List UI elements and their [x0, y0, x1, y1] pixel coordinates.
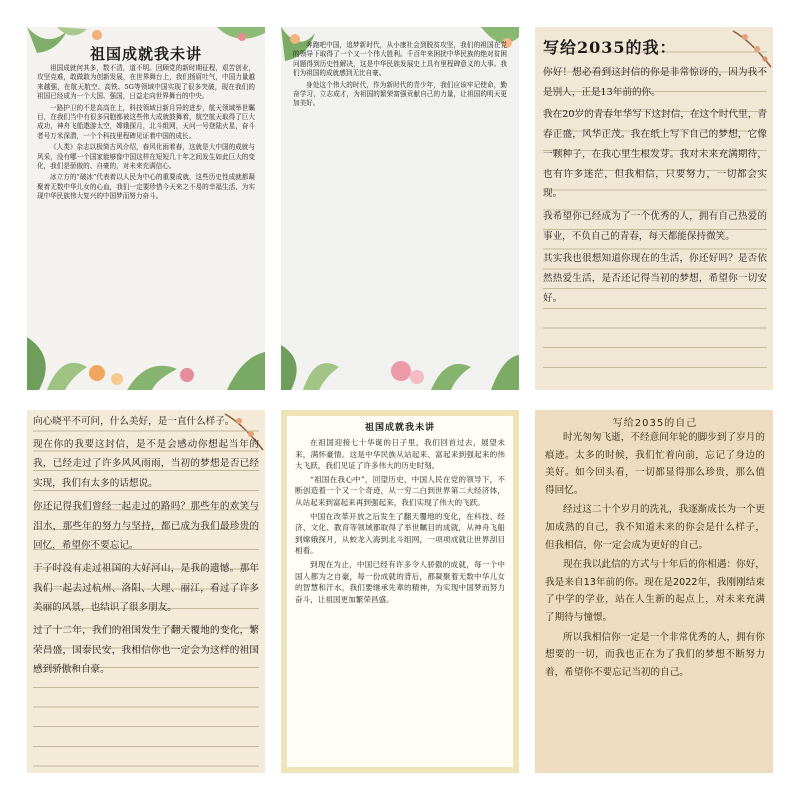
page-2-body [293, 41, 507, 111]
paragraph: 冰立方的“破冰”代表着以人民为中心的重要成就，这些历史性成就都凝聚着无数中华儿女的心血，我们一定要珍惜今天来之不易的幸福生活，为实现中华民族伟大复兴的中国梦而努力奋斗。 [37, 173, 255, 201]
paragraph: 《人类》杂志以极简古风介绍，春风化雨着春，这就是大中国的成就与风采，没有哪一个国家能够像中国这样在短短几十年之间发生如此巨大的变化，我们是骄傲的、自豪的，对未来充满信心。 [37, 143, 255, 171]
page-title: 祖国成就我未讲 [364, 423, 435, 433]
paragraph: 你还记得我们曾经一起走过的路吗？那些年的欢笑与泪水，那些年的努力与坚持，都已成为我们最珍贵的回忆，希望你不要忘记。 [33, 500, 259, 552]
page-title: 写给2035的我： [543, 38, 677, 57]
paragraph: 于子时没有走过祖国的大好河山，是我的遗憾。那年我们一起去过杭州、洛阳、大理、丽江，看过了许多美丽的风景，也结识了很多朋友。 [33, 562, 259, 614]
paragraph: 中国在改革开放之后发生了翻天覆地的变化，在科技、经济、文化、教育等领域都取得了举世瞩目的成就，从神舟飞船到嫦娥探月，从蛟龙入海到北斗组网，一项项成就让世界刮目相看。 [295, 511, 505, 556]
document-page-6 [535, 410, 773, 773]
page-title: 祖国成就我未讲 [89, 45, 202, 63]
page-6-body [545, 414, 765, 683]
paragraph: 过了十二年，我们的祖国发生了翻天覆地的变化，繁荣昌盛，国泰民安，我相信你也一定会为这样的祖国感到骄傲和自豪。 [33, 625, 259, 676]
paragraph: 奔跑吧中国，追梦新时代，从小康社会到脱贫攻坚，我们的祖国在党的领导下取得了一个又一个伟大胜利。千百年来困扰中华民族的绝对贫困问题得到历史性解决，这是中华民族发展史上具有里程碑意义的大事。我们为祖国的成就感到无比自豪。 [293, 41, 507, 78]
paragraph: 其实我也很想知道你现在的生活，你还好吗？是否依然热爱生活，是否还记得当初的梦想，希望你一切安好。 [543, 253, 767, 304]
page-4-body [33, 412, 259, 768]
document-page-4 [27, 410, 265, 773]
paragraph: 祖国成就何其多，数不清，道不明。回顾党的新时期征程，艰苦创业，攻坚克难，敢做敢为创新发展，在世界舞台上，我们扬眉吐气，中国力量越来越强，在航天航空、高铁、5G等领域中国实现了很多突破，现在我们的祖国已经成为一个大国、强国，日益走向世界舞台的中央。 [37, 64, 255, 101]
paragraph: 在祖国迎接七十华诞的日子里，我们回首过去，展望未来，满怀豪情。这是中华民族从站起来、富起来到强起来的伟大飞跃，我们见证了许多伟大的历史时刻。 [295, 438, 505, 471]
paragraph: 所以我相信你一定是一个非常优秀的人，拥有你想要的一切，而我也正在为了我们的梦想不断努力着，希望你不要忘记当初的自己。 [545, 631, 765, 678]
document-page-1 [27, 27, 265, 390]
paragraph: “祖国在我心中”，回望历史，中国人民在党的领导下，不断创造着一个又一个奇迹，从一穷二白到世界第二大经济体，从站起来到富起来再到强起来，我们实现了伟大的飞跃。 [295, 474, 505, 507]
paragraph: 经过这二十个岁月的洗礼，我逐渐成长为一个更加成熟的自己，我不知道未来的你会是什么样子，但我相信，你一定会成为更好的自己。 [545, 504, 765, 551]
paragraph: 到现在为止，中国已经有许多令人骄傲的成就，每一个中国人都为之自豪，每一份成就的背后，都凝聚着无数中华儿女的智慧和汗水，我们要继承先辈的精神，为实现中国梦而努力奋斗，让祖国更加繁荣昌盛。 [295, 559, 505, 604]
floral-decoration-bottom [281, 315, 519, 390]
page-5-body [295, 420, 505, 607]
page-title: 写给2035的自己 [612, 418, 698, 429]
document-page-5 [281, 410, 519, 773]
paragraph: 现在你的我要这封信，是不是会感动你想起当年的我，已经走过了许多风风雨雨，当初的梦想是否已经实现，我们有太多的话想说。 [33, 438, 259, 490]
paragraph: 时光匆匆飞逝，不经意间年轮的脚步到了岁月的痕迹。太多的时候，我们忙着向前，忘记了身边的美好。如今回头看，一切都显得那么珍贵，那么值得回忆。 [545, 432, 765, 496]
paragraph: 一路护卫的不是高高在上，科技领域日新月异的进步，航天领域举世瞩目，在我们当中有很多同胞都被这些伟大成就鼓舞着，航空航天取得了巨大成功，神舟飞船遨游太空，嫦娥探月，北斗组网，天问一号登陆火星，奋斗者号万米深潜，一个个科技里程碑见证着中国的成长。 [37, 103, 255, 140]
document-page-3 [535, 27, 773, 390]
paragraph: 现在我以此信的方式与十年后的你相遇：你好，我是来自13年前的你。现在是2022年，我刚刚结束了中学的学业，站在人生新的起点上，对未来充满了期待与憧憬。 [545, 559, 765, 623]
page-1-body [37, 43, 255, 204]
document-page-2 [281, 27, 519, 390]
paragraph: 我希望你已经成为了一个优秀的人，拥有自己热爱的事业，不负自己的青春，每天都能保持微笑。 [543, 210, 767, 242]
paragraph: 我在20岁的青春年华写下这封信，在这个时代里，青春正盛，风华正茂。我在纸上写下自己的梦想，它像一颗种子，在我心里生根发芽。我对未来充满期待，也有许多迷茫，但我相信，只要努力，一切都会实现。 [543, 109, 767, 200]
paragraph: 你好！想必看到这封信的你是非常惊讶的，因为我不是别人，正是13年前的你。 [543, 67, 767, 98]
paragraph: 向心晓平不可问，什么美好，是一直什么样子。 [33, 416, 235, 427]
page-3-body [543, 33, 767, 383]
floral-decoration-bottom [27, 317, 265, 390]
paragraph: 身处这个伟大的时代，作为新时代的青少年，我们应该牢记使命，勤奋学习，立志成才，为祖国的繁荣富强贡献自己的力量，让祖国的明天更加美好。 [293, 80, 507, 108]
